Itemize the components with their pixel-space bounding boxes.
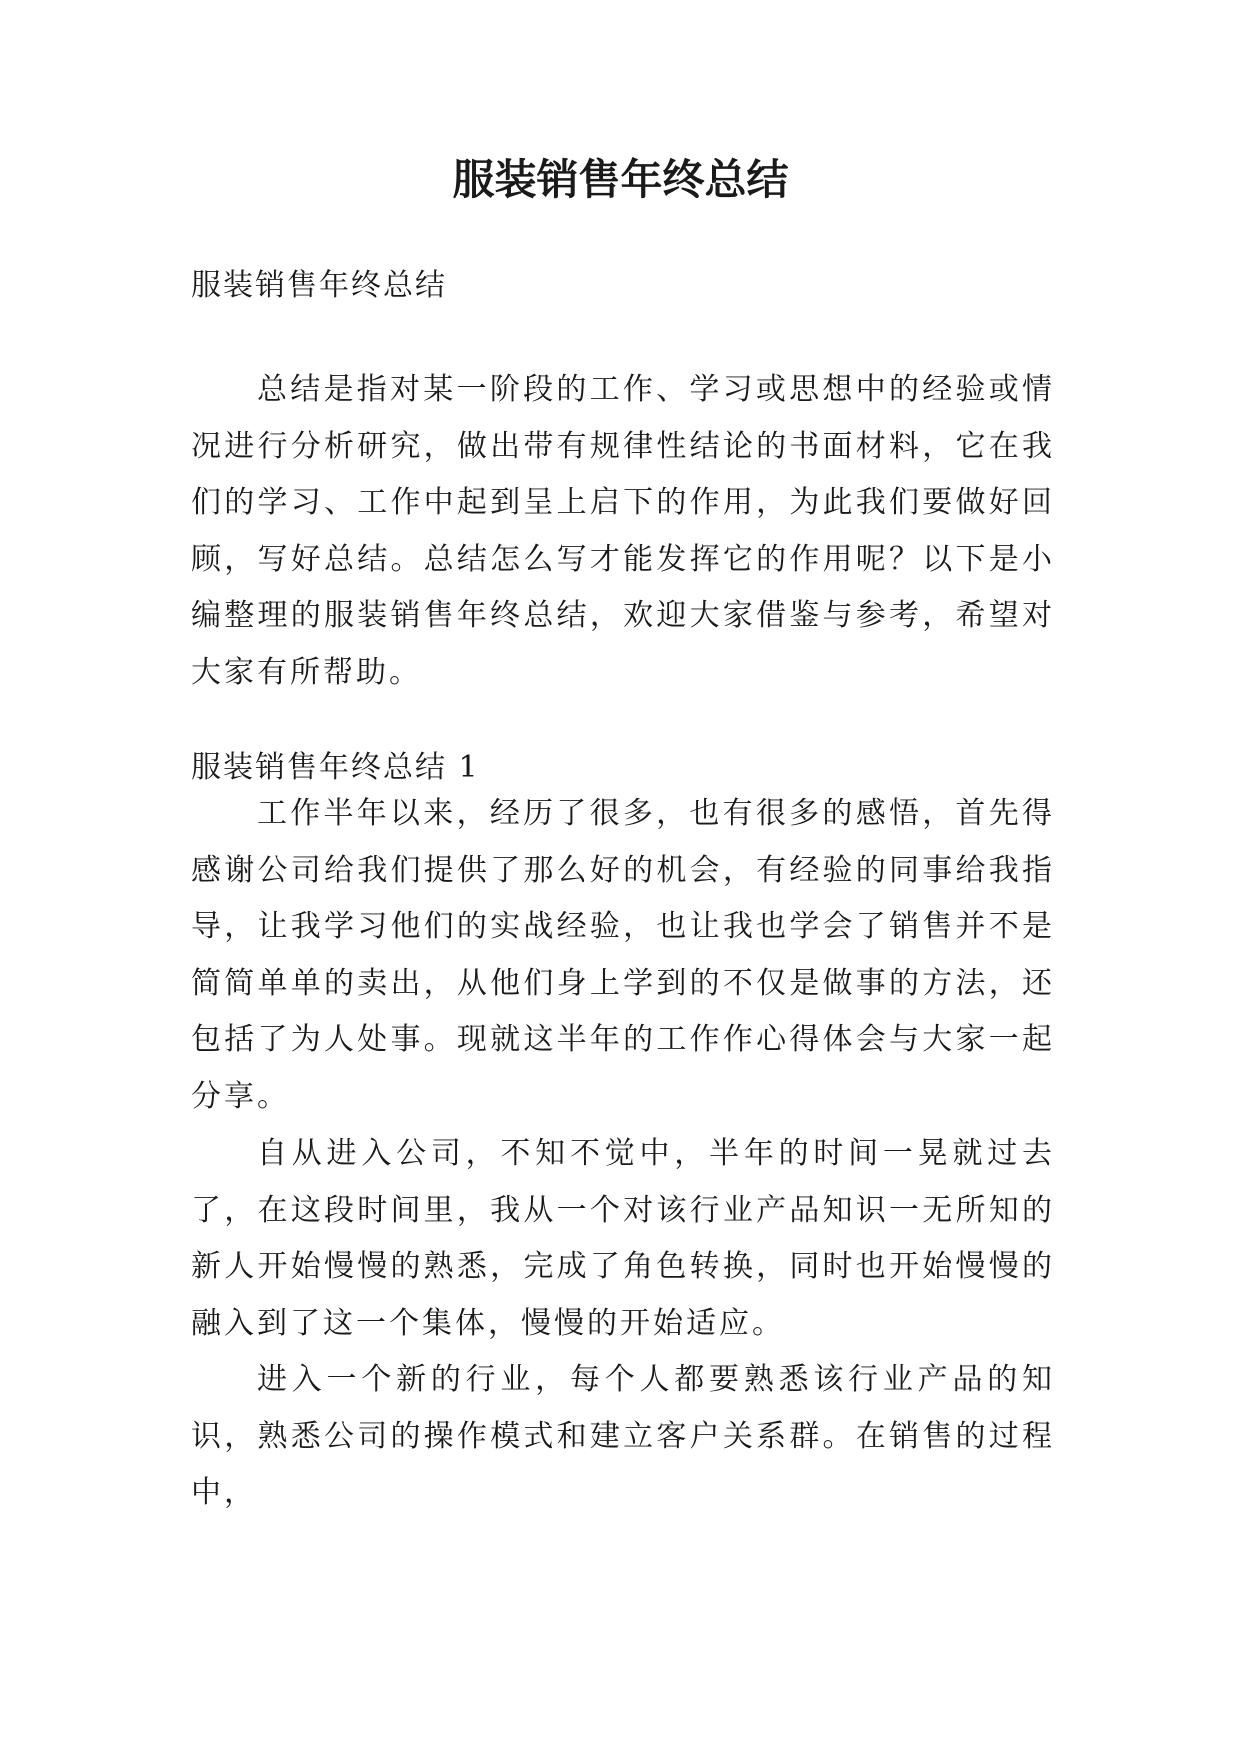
document-subtitle: 服装销售年终总结 <box>191 268 447 303</box>
body-paragraph-1: 工作半年以来，经历了很多，也有很多的感悟，首先得感谢公司给我们提供了那么好的机会，有经验的同事给我指导，让我学习他们的实战经验，也让我也学会了销售并不是简简单单的卖出，从他们身上学到的不仅是做事的方法，还包括了为人处事。现就这半年的工作作心得体会与大家一起分享。 <box>191 796 1055 1114</box>
body-paragraph-3: 进入一个新的行业，每个人都要熟悉该行业产品的知识，熟悉公司的操作模式和建立客户关系群。在销售的过程中， <box>191 1362 1055 1511</box>
document-title: 服装销售年终总结 <box>452 155 789 204</box>
section-heading: 服装销售年终总结 1 <box>191 750 480 785</box>
body-paragraph-2: 自从进入公司，不知不觉中，半年的时间一晃就过去了，在这段时间里，我从一个对该行业产品知识一无所知的新人开始慢慢的熟悉，完成了角色转换，同时也开始慢慢的融入到了这一个集体，慢慢的开始适应。 <box>191 1136 1055 1341</box>
intro-paragraph: 总结是指对某一阶段的工作、学习或思想中的经验或情况进行分析研究，做出带有规律性结论的书面材料，它在我们的学习、工作中起到呈上启下的作用，为此我们要做好回顾，写好总结。总结怎么写才能发挥它的作用呢？以下是小编整理的服装销售年终总结，欢迎大家借鉴与参考，希望对大家有所帮助。 <box>191 372 1055 690</box>
